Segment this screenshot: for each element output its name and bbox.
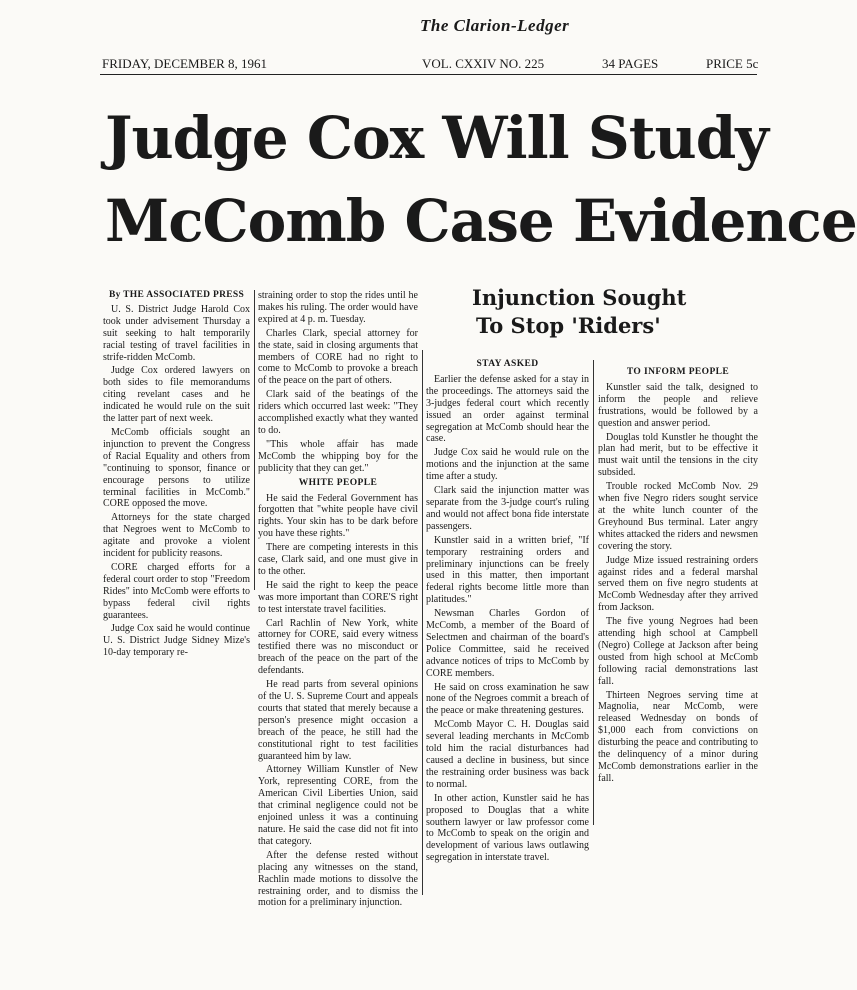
subhead-stay-asked: STAY ASKED [476,359,539,369]
article-paragraph: Trouble rocked McComb Nov. 29 when five Negro riders sought service at the white lunch counter of the Greyhound Bus terminal. Later angry whites attacked the riders and newsmen covering the story. [598,481,758,552]
article-paragraph: Judge Cox ordered lawyers on both sides to file memorandums citing revelant cases and he indicated he would rule on the suit the latter part of next week. [103,365,250,425]
volume-number: VOL. CXXIV NO. 225 [422,56,545,71]
article-paragraph: The five young Negroes had been attending high school at Campbell (Negro) College at Jackson after being ousted from high school at McComb following racial demonstrations last fall. [598,616,758,687]
subhead-to-inform-people: TO INFORM PEOPLE [626,367,730,377]
article-paragraph: He said the Federal Government has forgotten that "white people have civil rights. Your skin has to be dark before you have these rights." [258,492,418,540]
masthead: The Clarion-Ledger [420,16,570,35]
headline-line-2: McComb Case Evidence [105,187,857,255]
article-paragraph: straining order to stop the rides until he makes his ruling. The order would have expired at 4 p. m. Tuesday. [258,290,418,325]
article-paragraph: Judge Cox said he would continue U. S. District Judge Sidney Mize's 10-day temporary re- [103,623,250,659]
column-3 [426,356,589,866]
article-paragraph: Carl Rachlin of New York, white attorney for CORE, said every witness testified there was no misconduct or breach of the peace on the part of the defendants. [258,617,418,677]
article-paragraph: CORE charged efforts for a federal court order to stop "Freedom Rides" into McComb were efforts to bypass federal civil rights guarantees. [103,561,250,621]
article-paragraph: He said on cross examination he saw none of the Negroes commit a breach of the peace or make threatening gestures. [426,681,589,717]
article-paragraph: McComb officials sought an injunction to prevent the Congress of Racial Equality and others from "continuing to sponsor, finance or encourage persons to utilize terminal facilities in McComb." CORE opposed the move. [103,426,250,510]
deck-line-1: Injunction Sought [472,285,687,310]
column-rule-3 [593,360,594,825]
column-rule-2 [422,350,423,895]
article-paragraph: Attorneys for the state charged that Negroes went to McComb to agitate and provoke a violent incident for publicity reasons. [103,512,250,560]
page-count: 34 PAGES [602,56,659,71]
article-paragraph: McComb Mayor C. H. Douglas said several leading merchants in McComb told him the racial disturbances had caused a decline in business, but since the restraining order business was back to normal. [426,719,589,790]
article-paragraph: Thirteen Negroes serving time at Magnolia, near McComb, were released Wednesday on bonds of $1,000 each from convictions on disturbing the peace and contributing to the delinquency of a minor during McComb demonstrations earlier in the fall. [598,689,758,784]
column-2 [258,290,418,911]
article-paragraph: Judge Cox said he would rule on the motions and the injunction at the same time after a study. [426,447,589,483]
article-paragraph: Judge Mize issued restraining orders against rides and a federal marshal served them on five negro students at McComb Wednesday after they arrived from Jackson. [598,554,758,614]
article-paragraph: Earlier the defense asked for a stay in the proceedings. The attorneys said the 3-judges federal court which recently issued an order against terminal segregation at McComb should hear the case. [426,373,589,445]
article-paragraph: He said the right to keep the peace was more important than CORE'S right to test interstate travel facilities. [258,579,418,615]
article-paragraph: Douglas told Kunstler he thought the plan had merit, but to be effective it must wait until the tensions in the city subsided. [598,431,758,479]
article-paragraph: "This whole affair has made McComb the whipping boy for the publicity that they can get." [258,438,418,474]
deck-line-2: To Stop 'Riders' [476,313,661,338]
article-paragraph: There are competing interests in this case, Clark said, and one must give in to the other. [258,542,418,577]
article-paragraph: Attorney William Kunstler of New York, representing CORE, from the American Civil Liberties Union, said that criminal negligence could not be enjoined unless it was a continuing nature. He said the case did not fit into that category. [258,764,418,847]
article-paragraph: After the defense rested without placing any witnesses on the stand, Rachlin made motions to dissolve the restraining order, and to dismiss the motion for a preliminary injunction. [258,849,418,909]
article-paragraph: Clark said the injunction matter was separate from the 3-judge court's ruling and would not affect bona fide interstate passengers. [426,485,589,532]
column-1 [103,290,250,661]
column-rule-1 [254,290,255,590]
issue-date: FRIDAY, DECEMBER 8, 1961 [102,56,268,71]
article-paragraph: Newsman Charles Gordon of McComb, a member of the Board of Selectmen and chairman of the board's Police Committee, said he received advance notices of trips to McComb by CORE members. [426,608,589,679]
article-paragraph: In other action, Kunstler said he has proposed to Douglas that a white southern lawyer or law professor come to McComb to speak on the origin and development of various laws outlawing segregation in interstate travel. [426,792,589,864]
article-paragraph: Charles Clark, special attorney for the state, said in closing arguments that members of CORE had no right to come to McComb to provoke a breach of the peace on the part of others. [258,327,418,387]
subhead-white-people: WHITE PEOPLE [298,477,378,488]
headline-line-1: Judge Cox Will Study [105,104,768,172]
article-paragraph: Kunstler said in a written brief, "If temporary restraining orders and preliminary injunctions can be freely used in this matter, then important federal rights become little more than platitudes." [426,534,589,606]
dateline-rule [100,74,757,75]
deck-headline [472,284,722,340]
article-paragraph: He read parts from several opinions of the U. S. Supreme Court and appeals courts that stated that merely because a person's presence might occasion a breach of the peace, he still had the constitutional right to test facilities guaranteed him by law. [258,679,418,762]
article-paragraph: Kunstler said the talk, designed to inform the people and relieve frustrations, would be followed by a question and answer period. [598,381,758,429]
price: PRICE 5c [706,56,759,71]
article-paragraph: U. S. District Judge Harold Cox took under advisement Thursday a suit seeking to halt temporarily racial testing of travel facilities in strife-ridden McComb. [103,303,250,363]
column-4 [598,364,758,787]
article-paragraph: Clark said of the beatings of the riders which occurred last week: "They accomplished exactly what they wanted to do. [258,389,418,436]
byline: By THE ASSOCIATED PRESS [108,290,245,300]
